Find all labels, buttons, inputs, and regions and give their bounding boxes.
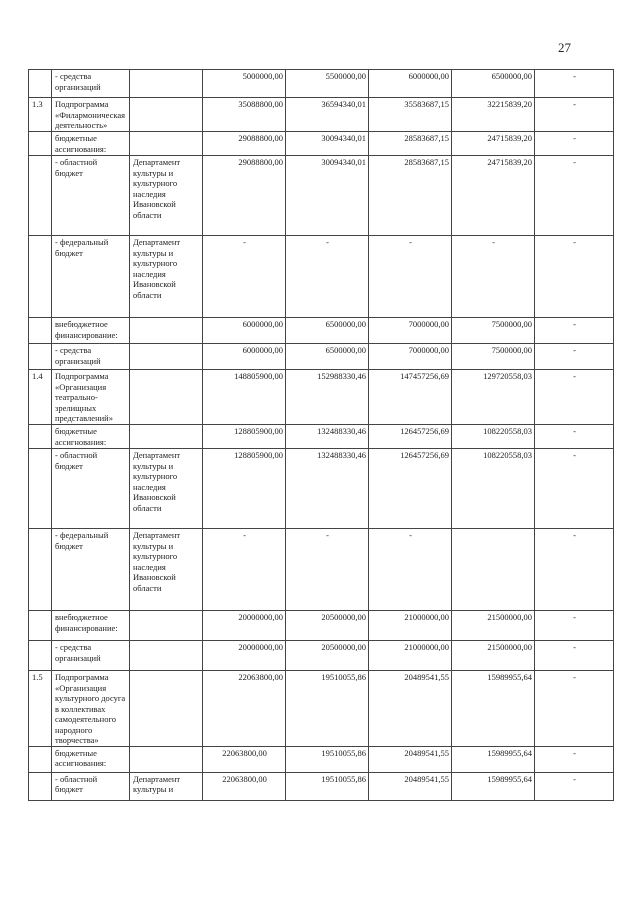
table-row <box>29 236 614 318</box>
value-cell: 6500000,00 <box>286 318 369 344</box>
table-row <box>29 344 614 370</box>
value-cell: 129720558,03 <box>452 370 535 425</box>
table-row <box>29 772 614 800</box>
value-cell: 20000000,00 <box>203 611 286 641</box>
value-cell: 6000000,00 <box>369 70 452 98</box>
value-cell: 21500000,00 <box>452 611 535 641</box>
value-cell: 108220558,03 <box>452 425 535 449</box>
value-cell: - <box>203 236 286 318</box>
value-cell: 20489541,55 <box>369 772 452 800</box>
value-cell: 15989955,64 <box>452 671 535 747</box>
row-executor: Департамент культуры и <box>130 772 203 800</box>
value-cell: 22063800,00 <box>203 671 286 747</box>
value-cell: - <box>535 746 614 772</box>
value-cell: 6000000,00 <box>203 318 286 344</box>
value-cell: - <box>535 344 614 370</box>
value-cell: 32215839,20 <box>452 98 535 132</box>
row-executor <box>130 370 203 425</box>
value-cell: 24715839,20 <box>452 156 535 236</box>
row-name: - средства организаций <box>52 70 130 98</box>
table-row <box>29 318 614 344</box>
value-cell: 148805900,00 <box>203 370 286 425</box>
row-executor: Департамент культуры и культурного наследия Ивановской области <box>130 449 203 529</box>
value-cell: 19510055,86 <box>286 671 369 747</box>
row-executor <box>130 671 203 747</box>
value-cell: 28583687,15 <box>369 132 452 156</box>
row-executor: Департамент культуры и культурного наследия Ивановской области <box>130 236 203 318</box>
table-row <box>29 425 614 449</box>
row-name: бюджетные ассигнования: <box>52 132 130 156</box>
row-name: Подпрограмма «Филармоническая деятельность» <box>52 98 130 132</box>
value-cell: - <box>286 236 369 318</box>
value-cell: 5000000,00 <box>203 70 286 98</box>
value-cell: 22063800,00 <box>203 772 286 800</box>
row-name: внебюджетное финансирование: <box>52 611 130 641</box>
value-cell: 21000000,00 <box>369 611 452 641</box>
value-cell: 7000000,00 <box>369 318 452 344</box>
value-cell: 15989955,64 <box>452 746 535 772</box>
value-cell: 6000000,00 <box>203 344 286 370</box>
table-row <box>29 529 614 611</box>
value-cell: - <box>535 641 614 671</box>
row-name: - областной бюджет <box>52 449 130 529</box>
row-number <box>29 318 52 344</box>
value-cell: 6500000,00 <box>452 70 535 98</box>
value-cell: 20500000,00 <box>286 641 369 671</box>
row-number: 1.4 <box>29 370 52 425</box>
value-cell: - <box>203 529 286 611</box>
value-cell: 6500000,00 <box>286 344 369 370</box>
value-cell: 19510055,86 <box>286 772 369 800</box>
table-row <box>29 611 614 641</box>
value-cell <box>452 529 535 611</box>
value-cell: - <box>535 156 614 236</box>
row-number <box>29 132 52 156</box>
row-executor: Департамент культуры и культурного наследия Ивановской области <box>130 156 203 236</box>
value-cell: - <box>535 772 614 800</box>
value-cell: 20000000,00 <box>203 641 286 671</box>
row-name: - областной бюджет <box>52 156 130 236</box>
value-cell: 7500000,00 <box>452 344 535 370</box>
value-cell: 152988330,46 <box>286 370 369 425</box>
value-cell: - <box>535 236 614 318</box>
value-cell: - <box>535 425 614 449</box>
table-row <box>29 671 614 747</box>
value-cell: 22063800,00 <box>203 746 286 772</box>
table-row <box>29 98 614 132</box>
row-executor <box>130 641 203 671</box>
value-cell: 19510055,86 <box>286 746 369 772</box>
value-cell: 28583687,15 <box>369 156 452 236</box>
row-number <box>29 772 52 800</box>
table-row <box>29 449 614 529</box>
row-executor <box>130 318 203 344</box>
page-number: 27 <box>558 40 571 55</box>
row-name: - областной бюджет <box>52 772 130 800</box>
row-executor <box>130 746 203 772</box>
row-number: 1.5 <box>29 671 52 747</box>
value-cell: - <box>535 70 614 98</box>
row-number <box>29 156 52 236</box>
value-cell: 20500000,00 <box>286 611 369 641</box>
value-cell: 35088800,00 <box>203 98 286 132</box>
value-cell: 5500000,00 <box>286 70 369 98</box>
value-cell: 20489541,55 <box>369 746 452 772</box>
row-number <box>29 236 52 318</box>
row-name: - федеральный бюджет <box>52 529 130 611</box>
value-cell: - <box>535 370 614 425</box>
value-cell: 128805900,00 <box>203 449 286 529</box>
row-executor <box>130 98 203 132</box>
table-row <box>29 132 614 156</box>
value-cell: - <box>535 529 614 611</box>
row-name: бюджетные ассигнования: <box>52 425 130 449</box>
row-executor <box>130 344 203 370</box>
row-name: Подпрограмма «Организация культурного досуга в коллективах самодеятельного народного творчества» <box>52 671 130 747</box>
value-cell: 7500000,00 <box>452 318 535 344</box>
row-name: внебюджетное финансирование: <box>52 318 130 344</box>
value-cell: 132488330,46 <box>286 449 369 529</box>
value-cell: 30094340,01 <box>286 156 369 236</box>
value-cell: - <box>535 611 614 641</box>
value-cell: 126457256,69 <box>369 425 452 449</box>
value-cell: - <box>369 529 452 611</box>
row-number <box>29 70 52 98</box>
value-cell: 36594340,01 <box>286 98 369 132</box>
row-executor <box>130 611 203 641</box>
value-cell: 29088800,00 <box>203 132 286 156</box>
value-cell: - <box>286 529 369 611</box>
value-cell: 132488330,46 <box>286 425 369 449</box>
row-name: - средства организаций <box>52 344 130 370</box>
value-cell: 29088800,00 <box>203 156 286 236</box>
value-cell: 24715839,20 <box>452 132 535 156</box>
table-row <box>29 156 614 236</box>
row-executor <box>130 425 203 449</box>
value-cell: - <box>535 318 614 344</box>
table-row <box>29 746 614 772</box>
value-cell: - <box>369 236 452 318</box>
value-cell: - <box>535 132 614 156</box>
row-number <box>29 449 52 529</box>
row-number <box>29 425 52 449</box>
row-number <box>29 344 52 370</box>
value-cell: 108220558,03 <box>452 449 535 529</box>
value-cell: 21000000,00 <box>369 641 452 671</box>
table-row <box>29 370 614 425</box>
row-number <box>29 529 52 611</box>
row-name: бюджетные ассигнования: <box>52 746 130 772</box>
row-number <box>29 611 52 641</box>
row-number: 1.3 <box>29 98 52 132</box>
row-name: - федеральный бюджет <box>52 236 130 318</box>
row-executor <box>130 70 203 98</box>
value-cell: - <box>535 671 614 747</box>
table-row <box>29 70 614 98</box>
value-cell: - <box>535 98 614 132</box>
value-cell: 30094340,01 <box>286 132 369 156</box>
value-cell: 128805900,00 <box>203 425 286 449</box>
row-name: Подпрограмма «Организация театрально-зрелищных представлений» <box>52 370 130 425</box>
value-cell: - <box>452 236 535 318</box>
value-cell: 15989955,64 <box>452 772 535 800</box>
row-executor <box>130 132 203 156</box>
value-cell: 35583687,15 <box>369 98 452 132</box>
row-number <box>29 641 52 671</box>
row-number <box>29 746 52 772</box>
value-cell: 21500000,00 <box>452 641 535 671</box>
value-cell: 147457256,69 <box>369 370 452 425</box>
value-cell: - <box>535 449 614 529</box>
value-cell: 7000000,00 <box>369 344 452 370</box>
value-cell: 20489541,55 <box>369 671 452 747</box>
row-name: - средства организаций <box>52 641 130 671</box>
budget-table <box>28 69 614 801</box>
table-row <box>29 641 614 671</box>
row-executor: Департамент культуры и культурного наследия Ивановской области <box>130 529 203 611</box>
value-cell: 126457256,69 <box>369 449 452 529</box>
